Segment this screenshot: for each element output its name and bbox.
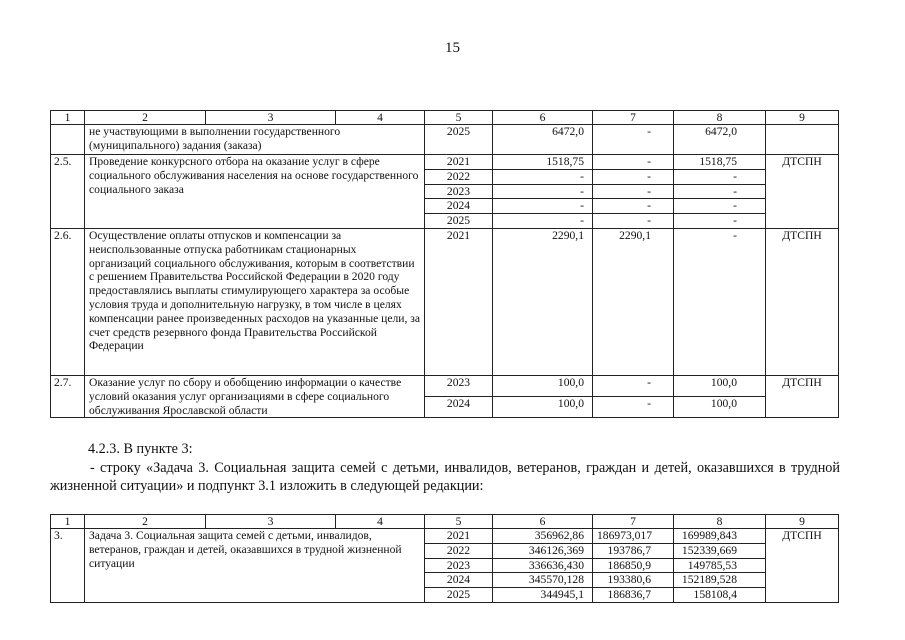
column-number-7: 7 — [593, 515, 674, 529]
budget-table-continuation — [50, 110, 839, 418]
total-funding-cell: 100,0 — [493, 397, 593, 418]
year-cell: 2023 — [425, 558, 493, 573]
regional-funding-cell: 158108,4 — [674, 588, 766, 603]
section-heading: 4.2.3. В пункте 3: — [88, 441, 193, 457]
total-funding-cell: 1518,75 — [493, 155, 593, 170]
column-number-2: 2 — [85, 111, 206, 125]
task3-budget-table — [50, 514, 839, 603]
table-row — [51, 375, 839, 396]
table-header-row — [51, 111, 839, 125]
item-number: 2.6. — [51, 228, 85, 375]
year-cell: 2024 — [425, 397, 493, 418]
regional-funding-cell: - — [674, 184, 766, 199]
item-description: Задача 3. Социальная защита семей с детьми, инвалидов, ветеранов, граждан и детей, оказавшихся в трудной жизненной ситуации — [85, 529, 425, 603]
total-funding-cell: 336636,430 — [493, 558, 593, 573]
table-row — [51, 228, 839, 375]
federal-funding-cell: - — [593, 125, 674, 155]
column-number-5: 5 — [425, 111, 493, 125]
item-description: Оказание услуг по сбору и обобщению информации о качестве условий оказания услуг организациями в сфере социального обслуживания Ярославской области — [85, 375, 425, 417]
total-funding-cell: - — [493, 214, 593, 229]
item-description: Проведение конкурсного отбора на оказание услуг в сфере социального обслуживания населения на основе государственного социального заказа — [85, 155, 425, 229]
item-description: Осуществление оплаты отпусков и компенсации за неиспользованные отпуска работникам стационарных организаций социального обслуживания, которым в соответствии с решением Правительства Российской Федерации в 2020 году предоставлялись выплаты стимулирующего характера за особые условия труда и дополнительную нагрузку, в том числе в целях компенсации ранее произведенных расходов на указанные цели, за счет средств резервного фонда Правительства Российской Федерации — [85, 228, 425, 375]
federal-funding-cell: - — [593, 184, 674, 199]
column-number-8: 8 — [674, 515, 766, 529]
column-number-9: 9 — [766, 111, 839, 125]
year-cell: 2024 — [425, 199, 493, 214]
federal-funding-cell: - — [593, 214, 674, 229]
regional-funding-cell: 152189,528 — [674, 573, 766, 588]
column-number-4: 4 — [336, 111, 425, 125]
total-funding-cell: - — [493, 184, 593, 199]
regional-funding-cell: 152339,669 — [674, 543, 766, 558]
federal-funding-cell: 186973,017 — [593, 529, 674, 544]
column-number-1: 1 — [51, 515, 85, 529]
total-funding-cell: 345570,128 — [493, 573, 593, 588]
total-funding-cell: 356962,86 — [493, 529, 593, 544]
column-number-6: 6 — [493, 515, 593, 529]
federal-funding-cell: - — [593, 375, 674, 396]
total-funding-cell: - — [493, 169, 593, 184]
total-funding-cell: 2290,1 — [493, 228, 593, 375]
federal-funding-cell: - — [593, 397, 674, 418]
table-header-row — [51, 515, 839, 529]
year-cell: 2025 — [425, 588, 493, 603]
section-body-text: - строку «Задача 3. Социальная защита семей с детьми, инвалидов, ветеранов, граждан и детей, оказавшихся в трудной жизненной ситуации» и подпункт 3.1 изложить в следующей редакции: — [50, 460, 840, 494]
total-funding-cell: 6472,0 — [493, 125, 593, 155]
year-cell: 2023 — [425, 184, 493, 199]
federal-funding-cell: - — [593, 169, 674, 184]
table-row — [51, 155, 839, 170]
page-number: 15 — [445, 40, 460, 56]
year-cell: 2022 — [425, 169, 493, 184]
year-cell: 2024 — [425, 573, 493, 588]
item-number: 2.7. — [51, 375, 85, 417]
regional-funding-cell: - — [674, 199, 766, 214]
table-row — [51, 125, 839, 155]
executor-cell: ДТСПН — [766, 529, 839, 603]
federal-funding-cell: 186850,9 — [593, 558, 674, 573]
column-number-1: 1 — [51, 111, 85, 125]
total-funding-cell: 346126,369 — [493, 543, 593, 558]
item-description: не участвующими в выполнении государственного (муниципального) задания (заказа) — [85, 125, 425, 155]
item-number: 2.5. — [51, 155, 85, 229]
column-number-8: 8 — [674, 111, 766, 125]
year-cell: 2025 — [425, 125, 493, 155]
executor-cell — [766, 125, 839, 155]
executor-cell: ДТСПН — [766, 228, 839, 375]
regional-funding-cell: 100,0 — [674, 375, 766, 396]
column-number-2: 2 — [85, 515, 206, 529]
federal-funding-cell: - — [593, 155, 674, 170]
column-number-5: 5 — [425, 515, 493, 529]
federal-funding-cell: 193786,7 — [593, 543, 674, 558]
regional-funding-cell: 6472,0 — [674, 125, 766, 155]
year-cell: 2022 — [425, 543, 493, 558]
column-number-7: 7 — [593, 111, 674, 125]
column-number-3: 3 — [206, 111, 336, 125]
regional-funding-cell: - — [674, 169, 766, 184]
year-cell: 2021 — [425, 529, 493, 544]
federal-funding-cell: - — [593, 199, 674, 214]
column-number-9: 9 — [766, 515, 839, 529]
year-cell: 2021 — [425, 228, 493, 375]
column-number-4: 4 — [336, 515, 425, 529]
total-funding-cell: 100,0 — [493, 375, 593, 396]
regional-funding-cell: - — [674, 228, 766, 375]
regional-funding-cell: 169989,843 — [674, 529, 766, 544]
regional-funding-cell: - — [674, 214, 766, 229]
item-number: 3. — [51, 529, 85, 603]
column-number-6: 6 — [493, 111, 593, 125]
total-funding-cell: 344945,1 — [493, 588, 593, 603]
regional-funding-cell: 100,0 — [674, 397, 766, 418]
item-number-empty — [51, 125, 85, 155]
column-number-3: 3 — [206, 515, 336, 529]
table-row — [51, 529, 839, 544]
regional-funding-cell: 1518,75 — [674, 155, 766, 170]
executor-cell: ДТСПН — [766, 155, 839, 229]
year-cell: 2021 — [425, 155, 493, 170]
federal-funding-cell: 2290,1 — [593, 228, 674, 375]
federal-funding-cell: 186836,7 — [593, 588, 674, 603]
federal-funding-cell: 193380,6 — [593, 573, 674, 588]
executor-cell: ДТСПН — [766, 375, 839, 417]
year-cell: 2025 — [425, 214, 493, 229]
year-cell: 2023 — [425, 375, 493, 396]
total-funding-cell: - — [493, 199, 593, 214]
regional-funding-cell: 149785,53 — [674, 558, 766, 573]
